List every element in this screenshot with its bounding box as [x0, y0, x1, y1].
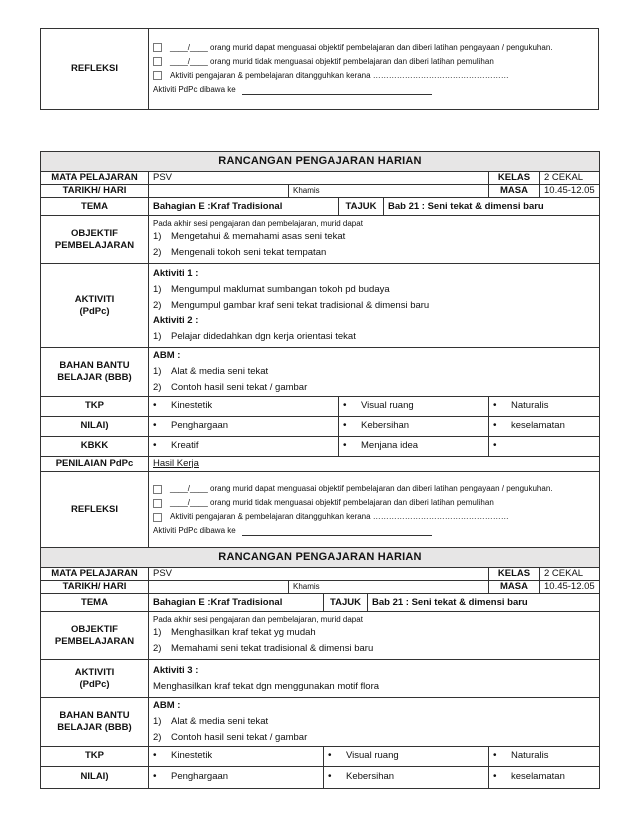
rph-title: RANCANGAN PENGAJARAN HARIAN [41, 152, 600, 172]
tema-label: TEMA [41, 198, 149, 216]
kbkk-item [489, 436, 600, 456]
hari-value: Khamis [289, 185, 489, 198]
refleksi-footer: Aktiviti PdPc dibawa ke [153, 83, 594, 97]
objektif-content [149, 612, 600, 660]
list-item: 1) Alat & media seni tekat [153, 715, 269, 727]
objektif-label: OBJEKTIF PEMBELAJARAN [41, 216, 149, 264]
refleksi-item: ____/____ orang murid dapat menguasai objektif pembelajaran dan diberi latihan pengayaan / pengukuhan. [153, 482, 595, 496]
nilai-item: • Kebersihan [339, 416, 489, 436]
bullet-icon: • [493, 749, 497, 761]
nilai-item: • keselamatan [489, 766, 600, 788]
aktiviti-title: Aktiviti 2 : [153, 315, 199, 327]
rph-title: RANCANGAN PENGAJARAN HARIAN [41, 548, 600, 568]
kbkk-item: • Menjana idea [339, 436, 489, 456]
list-item: 2) Contoh hasil seni tekat / gambar [153, 731, 308, 743]
tajuk-value: Bab 21 : Seni tekat & dimensi baru [368, 594, 600, 612]
list-item: 2) Memahami seni tekat tradisional & dimensi baru [153, 642, 374, 654]
fill-line [242, 528, 432, 536]
objektif-intro: Pada akhir sesi pengajaran dan pembelajaran, murid dapat [153, 614, 363, 624]
bullet-icon: • [343, 439, 347, 451]
checkbox-icon[interactable] [153, 513, 162, 522]
objektif-content [149, 216, 600, 264]
bbb-label: BAHAN BANTU BELAJAR (BBB) [41, 348, 149, 397]
kbkk-item: • Kreatif [149, 436, 339, 456]
hari-value: Khamis [289, 581, 489, 594]
abm-title: ABM : [153, 350, 181, 361]
bbb-content [149, 698, 600, 747]
bullet-icon: • [343, 419, 347, 431]
refleksi-label: REFLEKSI [41, 471, 149, 549]
refleksi-item: ____/____ orang murid tidak menguasai objektif pembelajaran dan diberi latihan pemulihan [153, 55, 594, 69]
aktiviti-content [149, 660, 600, 698]
refleksi-footer: Aktiviti PdPc dibawa ke [153, 524, 595, 538]
bullet-icon: • [153, 419, 157, 431]
rph-table-1 [40, 151, 600, 550]
masa-label: MASA [489, 581, 540, 594]
checkbox-icon[interactable] [153, 71, 162, 80]
nilai-label: NILAI) [41, 416, 149, 436]
tarikh-value [149, 581, 289, 594]
refleksi-item: ____/____ orang murid dapat menguasai objektif pembelajaran dan diberi latihan pengayaan / pengukuhan. [153, 41, 594, 55]
bbb-content [149, 348, 600, 397]
list-item: 2) Mengenali tokoh seni tekat tempatan [153, 246, 327, 258]
masa-label: MASA [489, 185, 540, 198]
list-item: 1) Pelajar didedahkan dgn kerja orientasi tekat [153, 331, 356, 343]
list-item: 1) Alat & media seni tekat [153, 365, 269, 377]
mata-pelajaran-value: PSV [149, 568, 489, 581]
tajuk-label: TAJUK [339, 198, 384, 216]
tkp-item: • Kinestetik [149, 396, 339, 416]
rph-table-2 [40, 547, 600, 789]
bullet-icon: • [328, 770, 332, 782]
checkbox-icon[interactable] [153, 43, 162, 52]
bullet-icon: • [493, 419, 497, 431]
aktiviti-title: Aktiviti 1 : [153, 267, 199, 279]
list-item: 2) Mengumpul gambar kraf seni tekat tradisional & dimensi baru [153, 299, 430, 311]
masa-value: 10.45-12.05 [540, 581, 600, 594]
tkp-item: • Naturalis [489, 396, 600, 416]
list-item: 1) Mengetahui & memahami asas seni tekat [153, 230, 346, 242]
kelas-value: 2 CEKAL [540, 172, 600, 185]
bullet-icon: • [153, 770, 157, 782]
nilai-item: • Penghargaan [149, 766, 324, 788]
list-item: 1) Menghasilkan kraf tekat yg mudah [153, 626, 316, 638]
nilai-item: • keselamatan [489, 416, 600, 436]
kelas-label: KELAS [489, 172, 540, 185]
list-item: 2) Contoh hasil seni tekat / gambar [153, 381, 308, 393]
tkp-label: TKP [41, 396, 149, 416]
bullet-icon: • [343, 399, 347, 411]
tkp-item: • Naturalis [489, 746, 600, 766]
tkp-item: • Visual ruang [339, 396, 489, 416]
bullet-icon: • [153, 749, 157, 761]
tarikh-value [149, 185, 289, 198]
aktiviti-label: AKTIVITI (PdPc) [41, 660, 149, 698]
checkbox-icon[interactable] [153, 57, 162, 66]
tajuk-label: TAJUK [324, 594, 368, 612]
masa-value: 10.45-12.05 [540, 185, 600, 198]
tarikh-label: TARIKH/ HARI [41, 581, 149, 594]
refleksi-item: ____/____ orang murid tidak menguasai objektif pembelajaran dan diberi latihan pemulihan [153, 496, 595, 510]
kbkk-label: KBKK [41, 436, 149, 456]
aktiviti-label: AKTIVITI (PdPc) [41, 264, 149, 348]
aktiviti-content [149, 264, 600, 348]
tema-value: Bahagian E :Kraf Tradisional [149, 198, 339, 216]
refleksi-label: REFLEKSI [41, 29, 149, 110]
refleksi-content [149, 471, 600, 549]
tkp-item: • Kinestetik [149, 746, 324, 766]
mata-pelajaran-label: MATA PELAJARAN [41, 568, 149, 581]
bullet-icon: • [153, 399, 157, 411]
aktiviti-text: Menghasilkan kraf tekat dgn menggunakan motif flora [153, 680, 380, 692]
nilai-item: • Penghargaan [149, 416, 339, 436]
tarikh-label: TARIKH/ HARI [41, 185, 149, 198]
list-item: 1) Mengumpul maklumat sumbangan tokoh pd budaya [153, 283, 390, 295]
checkbox-icon[interactable] [153, 485, 162, 494]
objektif-label: OBJEKTIF PEMBELAJARAN [41, 612, 149, 660]
kelas-value: 2 CEKAL [540, 568, 600, 581]
penilaian-label: PENILAIAN PdPc [41, 456, 149, 471]
bullet-icon: • [153, 439, 157, 451]
tajuk-value: Bab 21 : Seni tekat & dimensi baru [384, 198, 600, 216]
abm-title: ABM : [153, 700, 181, 711]
bullet-icon: • [328, 749, 332, 761]
bullet-icon: • [493, 399, 497, 411]
tkp-item: • Visual ruang [324, 746, 489, 766]
refleksi-item: Aktiviti pengajaran & pembelajaran ditangguhkan kerana …………………………………………… [153, 69, 594, 83]
bullet-icon: • [493, 439, 497, 451]
bullet-icon: • [493, 770, 497, 782]
tema-label: TEMA [41, 594, 149, 612]
fill-line [242, 87, 432, 95]
refleksi-content [149, 29, 599, 110]
nilai-label: NILAI) [41, 766, 149, 788]
penilaian-value: Hasil Kerja [149, 456, 600, 471]
mata-pelajaran-value: PSV [149, 172, 489, 185]
objektif-intro: Pada akhir sesi pengajaran dan pembelajaran, murid dapat [153, 218, 363, 228]
refleksi-item: Aktiviti pengajaran & pembelajaran ditangguhkan kerana …………………………………………… [153, 510, 595, 524]
kelas-label: KELAS [489, 568, 540, 581]
mata-pelajaran-label: MATA PELAJARAN [41, 172, 149, 185]
tema-value: Bahagian E :Kraf Tradisional [149, 594, 324, 612]
aktiviti-title: Aktiviti 3 : [153, 664, 199, 676]
bbb-label: BAHAN BANTU BELAJAR (BBB) [41, 698, 149, 747]
refleksi-table-top [40, 28, 599, 110]
tkp-label: TKP [41, 746, 149, 766]
nilai-item: • Kebersihan [324, 766, 489, 788]
checkbox-icon[interactable] [153, 499, 162, 508]
